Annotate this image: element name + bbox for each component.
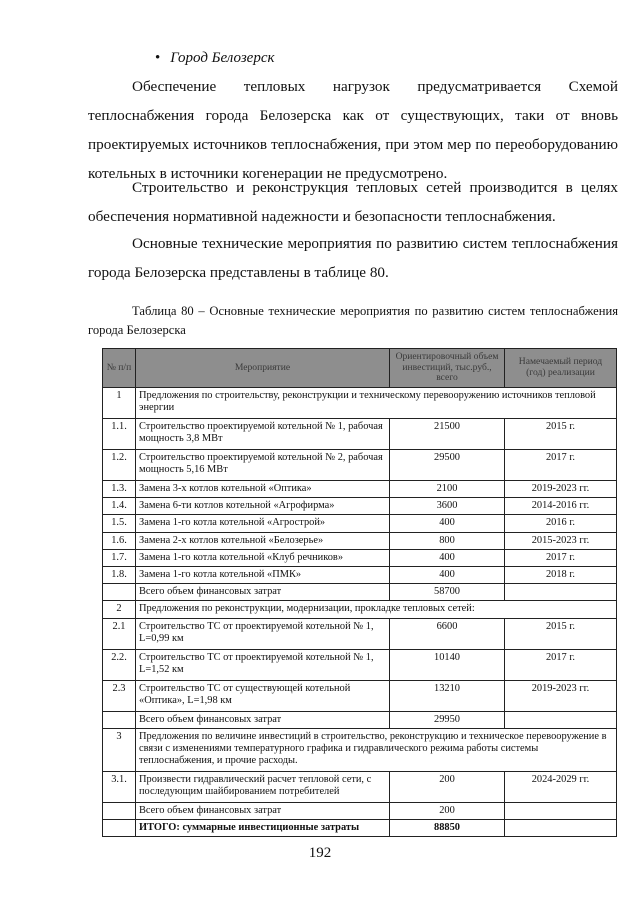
row-number (103, 820, 136, 837)
activity-cell: Всего объем финансовых затрат (136, 802, 390, 819)
row-number: 1.7. (103, 549, 136, 566)
table-row (103, 388, 617, 419)
period-cell (505, 820, 617, 837)
table-header-row (103, 349, 617, 388)
table-row (103, 601, 617, 618)
activity-cell: Строительство ТС от существующей котельной «Оптика», L=1,98 км (136, 680, 390, 711)
table-row (103, 618, 617, 649)
row-number: 1.8. (103, 567, 136, 584)
table-row (103, 802, 617, 819)
table-row (103, 481, 617, 498)
table-row (103, 728, 617, 771)
period-cell: 2015-2023 гг. (505, 532, 617, 549)
period-cell: 2018 г. (505, 567, 617, 584)
activity-cell: Строительство проектируемой котельной № 2, рабочая мощность 5,16 МВт (136, 450, 390, 481)
investment-cell: 21500 (390, 419, 505, 450)
period-cell: 2019-2023 гг. (505, 680, 617, 711)
group-title: Предложения по величине инвестиций в строительство, реконструкцию и техническое перевооружение в связи с изменениями температурного графика и гидравлического режима работы системы теплоснабжения, и прочие расходы. (136, 728, 617, 771)
row-number (103, 711, 136, 728)
table-row (103, 711, 617, 728)
period-cell: 2017 г. (505, 649, 617, 680)
table-row (103, 515, 617, 532)
table-row (103, 549, 617, 566)
investment-cell: 88850 (390, 820, 505, 837)
activity-cell: Замена 1-го котла котельной «ПМК» (136, 567, 390, 584)
period-cell: 2015 г. (505, 618, 617, 649)
period-cell (505, 584, 617, 601)
activity-cell: Всего объем финансовых затрат (136, 711, 390, 728)
investment-cell: 6600 (390, 618, 505, 649)
table-row (103, 584, 617, 601)
activity-cell: Произвести гидравлический расчет тепловой сети, с последующим шайбированием потребителей (136, 771, 390, 802)
activity-cell: Замена 1-го котла котельной «Агрострой» (136, 515, 390, 532)
table-row (103, 532, 617, 549)
investment-cell: 400 (390, 549, 505, 566)
paragraph-3: Основные технические мероприятия по развитию систем теплоснабжения города Белозерска представлены в таблице 80. (88, 235, 618, 281)
activity-cell: Строительство проектируемой котельной № 1, рабочая мощность 3,8 МВт (136, 419, 390, 450)
table-body (103, 388, 617, 837)
activity-cell: Всего объем финансовых затрат (136, 584, 390, 601)
investment-cell: 200 (390, 771, 505, 802)
row-number: 1.5. (103, 515, 136, 532)
period-cell: 2015 г. (505, 419, 617, 450)
period-cell: 2024-2029 гг. (505, 771, 617, 802)
row-number: 3.1. (103, 771, 136, 802)
period-cell: 2019-2023 гг. (505, 481, 617, 498)
investment-cell: 10140 (390, 649, 505, 680)
investment-cell: 29500 (390, 450, 505, 481)
header-investment: Ориентировочный объем инвестиций, тыс.руб., всего (390, 349, 505, 388)
investment-cell: 400 (390, 567, 505, 584)
group-title: Предложения по реконструкции, модернизации, прокладке тепловых сетей: (136, 601, 617, 618)
row-number: 1 (103, 388, 136, 419)
table-caption: Таблица 80 – Основные технические мероприятия по развитию систем теплоснабжения города Белозерска (88, 304, 618, 337)
row-number: 2 (103, 601, 136, 618)
table-row (103, 450, 617, 481)
page-number: 192 (308, 845, 332, 861)
section-heading (155, 50, 275, 67)
row-number (103, 802, 136, 819)
activity-cell: Замена 3-х котлов котельной «Оптика» (136, 481, 390, 498)
bullet-marker: • (155, 50, 161, 66)
activity-cell: ИТОГО: суммарные инвестиционные затраты (136, 820, 390, 837)
table-row (103, 649, 617, 680)
header-activity: Мероприятие (136, 349, 390, 388)
table-row (103, 419, 617, 450)
table-row (103, 771, 617, 802)
table-row (103, 820, 617, 837)
table-row (103, 498, 617, 515)
row-number: 1.1. (103, 419, 136, 450)
row-number: 2.3 (103, 680, 136, 711)
period-cell: 2016 г. (505, 515, 617, 532)
table-row (103, 680, 617, 711)
investment-cell: 29950 (390, 711, 505, 728)
row-number: 1.4. (103, 498, 136, 515)
activity-cell: Замена 2-х котлов котельной «Белозерье» (136, 532, 390, 549)
row-number: 1.3. (103, 481, 136, 498)
investment-cell: 3600 (390, 498, 505, 515)
activity-cell: Замена 6-ти котлов котельной «Агрофирма» (136, 498, 390, 515)
period-cell (505, 711, 617, 728)
investment-cell: 200 (390, 802, 505, 819)
row-number: 2.2. (103, 649, 136, 680)
period-cell (505, 802, 617, 819)
investment-cell: 58700 (390, 584, 505, 601)
investment-cell: 400 (390, 515, 505, 532)
row-number: 1.2. (103, 450, 136, 481)
group-title: Предложения по строительству, реконструкции и техническому перевооружению источников тепловой энергии (136, 388, 617, 419)
period-cell: 2014-2016 гг. (505, 498, 617, 515)
investment-cell: 13210 (390, 680, 505, 711)
activity-cell: Строительство ТС от проектируемой котельной № 1, L=1,52 км (136, 649, 390, 680)
section-title: Город Белозерск (170, 50, 275, 66)
row-number: 1.6. (103, 532, 136, 549)
activity-cell: Строительство ТС от проектируемой котельной № 1, L=0,99 км (136, 618, 390, 649)
table-row (103, 567, 617, 584)
investment-cell: 800 (390, 532, 505, 549)
row-number (103, 584, 136, 601)
investment-cell: 2100 (390, 481, 505, 498)
row-number: 2.1 (103, 618, 136, 649)
activity-cell: Замена 1-го котла котельной «Клуб речников» (136, 549, 390, 566)
paragraph-2: Строительство и реконструкция тепловых сетей производится в целях обеспечения нормативной надежности и безопасности теплоснабжения. (88, 179, 618, 225)
period-cell: 2017 г. (505, 450, 617, 481)
period-cell: 2017 г. (505, 549, 617, 566)
header-num: № п/п (103, 349, 136, 388)
paragraph-1: Обеспечение тепловых нагрузок предусматривается Схемой теплоснабжения города Белозерска как от существующих, таки от вновь проектируемых источников теплоснабжения, при этом мер по переоборудованию котельных в источники когенерации не предусмотрено. (88, 78, 618, 182)
row-number: 3 (103, 728, 136, 771)
header-period: Намечаемый период (год) реализации (505, 349, 617, 388)
measures-table (102, 348, 617, 837)
